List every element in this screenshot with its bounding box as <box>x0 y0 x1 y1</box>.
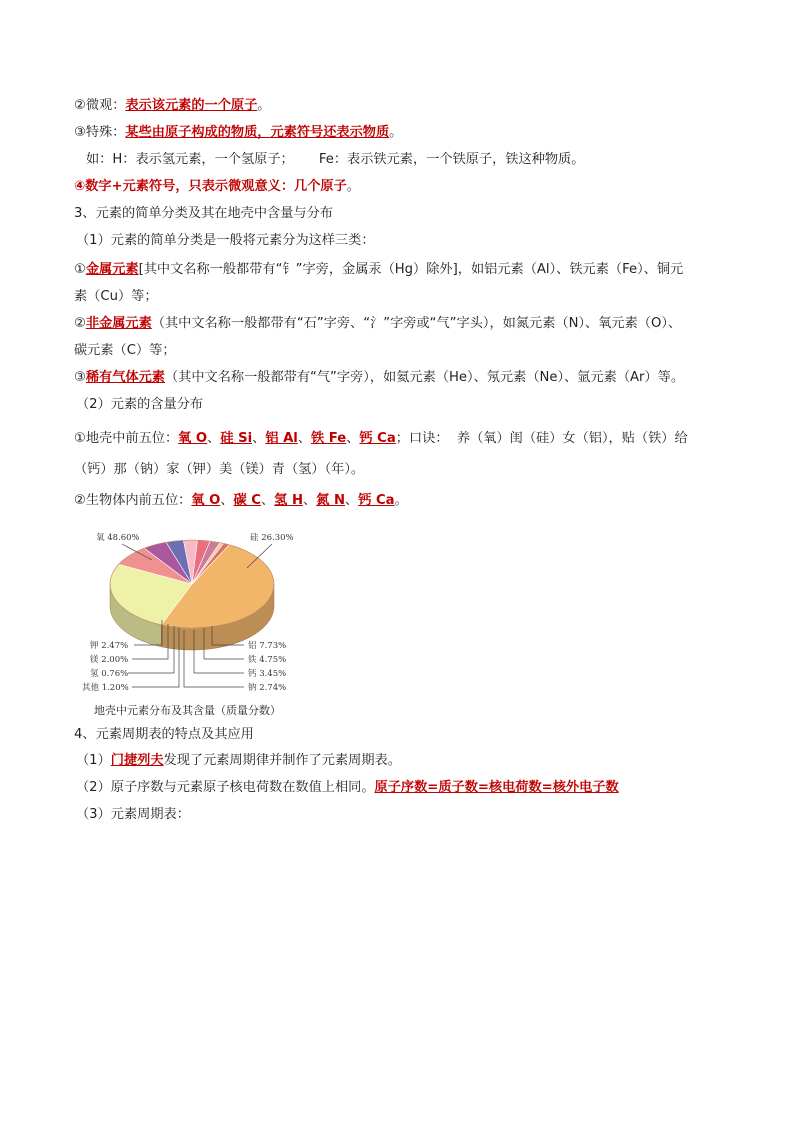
label-calcium: 钙 3.45% <box>248 669 287 679</box>
element-item: 钙 Ca <box>358 493 395 508</box>
line-text: ②微观： <box>74 98 126 113</box>
line-mendeleev <box>76 752 401 770</box>
line-nonmetal <box>74 315 681 333</box>
line-example <box>86 151 584 169</box>
line-number-symbol <box>74 178 360 196</box>
label-silicon: 硅 26.30% <box>250 533 294 543</box>
line-text: 4、元素周期表的特点及其应用 <box>74 727 254 742</box>
line-text: ②生物体内前五位： <box>74 493 192 508</box>
line-text: [其中文名称一般都带有“钅”字旁，金属汞（Hg）除外]，如铝元素（Al）、铁元素（Fe）、铜元 <box>138 262 684 277</box>
separator: 、 <box>207 431 221 446</box>
line-nonmetal-cont <box>74 342 176 360</box>
label-sodium: 钠 2.74% <box>248 683 287 693</box>
label-iron: 铁 4.75% <box>248 655 287 665</box>
element-item: 钙 Ca <box>359 431 396 446</box>
line-text: ② <box>74 316 86 331</box>
line-text: （钙）那（钠）家（钾）美（镁）青（氢）（年）。 <box>74 462 365 477</box>
line-text: 素（Cu）等； <box>74 289 158 304</box>
line-text: （其中文名称一般都带有“石”字旁、“氵”字旁或“气”字头），如氮元素（N）、氧元素（O）、 <box>151 316 682 331</box>
line-metal-cont <box>74 288 158 306</box>
element-item: 铝 Al <box>265 431 298 446</box>
line-bio-top5 <box>74 492 408 510</box>
line-periodic-table <box>76 806 190 824</box>
section-heading-4 <box>74 726 254 744</box>
line-distribution <box>76 396 203 414</box>
pie-svg <box>82 520 302 700</box>
line-text: （3）元素周期表： <box>76 807 190 822</box>
key-point: ④数字+元素符号，只表示微观意义：几个原子 <box>74 179 347 194</box>
element-item: 碳 C <box>233 493 261 508</box>
separator: 、 <box>260 493 275 508</box>
element-item: 氢 H <box>274 493 303 508</box>
line-text: 。 <box>346 179 360 194</box>
label-other: 其他 1.20% <box>82 683 129 693</box>
key-point: 稀有气体元素 <box>85 370 165 385</box>
line-atomic-number <box>76 779 619 797</box>
line-text: 如：H：表示氢元素，一个氢原子； Fe：表示铁元素，一个铁原子，铁这种物质。 <box>86 152 585 167</box>
label-hydrogen: 氢 0.76% <box>90 669 129 679</box>
line-crust-top5 <box>74 430 688 448</box>
separator: 、 <box>297 431 312 446</box>
line-text: 发现了元素周期律并制作了元素周期表。 <box>163 753 401 768</box>
section-heading-3 <box>74 205 333 223</box>
line-text: （其中文名称一般都带有“气”字旁），如氦元素（He）、氖元素（Ne）、氩元素（Ar）等。 <box>164 370 685 385</box>
key-point: 表示该元素的一个原子 <box>125 98 258 113</box>
line-text: 。 <box>394 493 408 508</box>
pie-top <box>110 540 274 628</box>
element-item: 氧 O <box>178 431 208 446</box>
label-aluminum: 铝 7.73% <box>248 641 287 651</box>
line-mnemonic-cont <box>74 461 364 479</box>
line-special <box>74 124 402 142</box>
element-item: 氧 O <box>191 493 221 508</box>
line-metal <box>74 261 683 279</box>
line-text: ①地壳中前五位： <box>74 431 179 446</box>
line-text: 3、元素的简单分类及其在地壳中含量与分布 <box>74 206 333 221</box>
line-text: ③ <box>74 370 86 385</box>
element-item: 硅 Si <box>220 431 253 446</box>
key-point: 金属元素 <box>85 262 139 277</box>
separator: 、 <box>303 493 317 508</box>
label-oxygen: 氧 48.60% <box>96 533 140 543</box>
line-text: （2）原子序数与元素原子核电荷数在数值上相同。 <box>76 780 375 795</box>
chart-caption: 地壳中元素分布及其含量（质量分数） <box>94 704 281 717</box>
separator: 、 <box>220 493 234 508</box>
key-point: 非金属元素 <box>85 316 152 331</box>
line-text: （1） <box>76 753 111 768</box>
line-text: （1）元素的简单分类是一般将元素分为这样三类： <box>76 233 375 248</box>
element-item: 铁 Fe <box>311 431 347 446</box>
line-micro <box>74 97 270 115</box>
key-point: 原子序数=质子数=核电荷数=核外电子数 <box>374 780 619 795</box>
line-noble-gas <box>74 369 684 387</box>
separator: 、 <box>252 431 266 446</box>
line-text: （2）元素的含量分布 <box>76 397 204 412</box>
separator: 、 <box>345 493 359 508</box>
crust-element-pie-chart <box>82 520 302 700</box>
line-classification <box>76 232 375 250</box>
label-magnesium: 镁 2.00% <box>90 655 129 665</box>
separator: 、 <box>346 431 360 446</box>
key-point: 门捷列夫 <box>110 753 164 768</box>
line-text: ① <box>74 262 86 277</box>
line-text: 。 <box>257 98 271 113</box>
line-text: 。 <box>389 125 403 140</box>
label-potassium: 钾 2.47% <box>90 641 129 651</box>
key-point: 某些由原子构成的物质，元素符号还表示物质 <box>125 125 390 140</box>
element-item: 氮 N <box>316 493 346 508</box>
line-text: 碳元素（C）等； <box>74 343 176 358</box>
line-text: ③特殊： <box>74 125 126 140</box>
line-text: ；口诀： 养（氧）闺（硅）女（铝），贴（铁）给 <box>395 431 688 446</box>
